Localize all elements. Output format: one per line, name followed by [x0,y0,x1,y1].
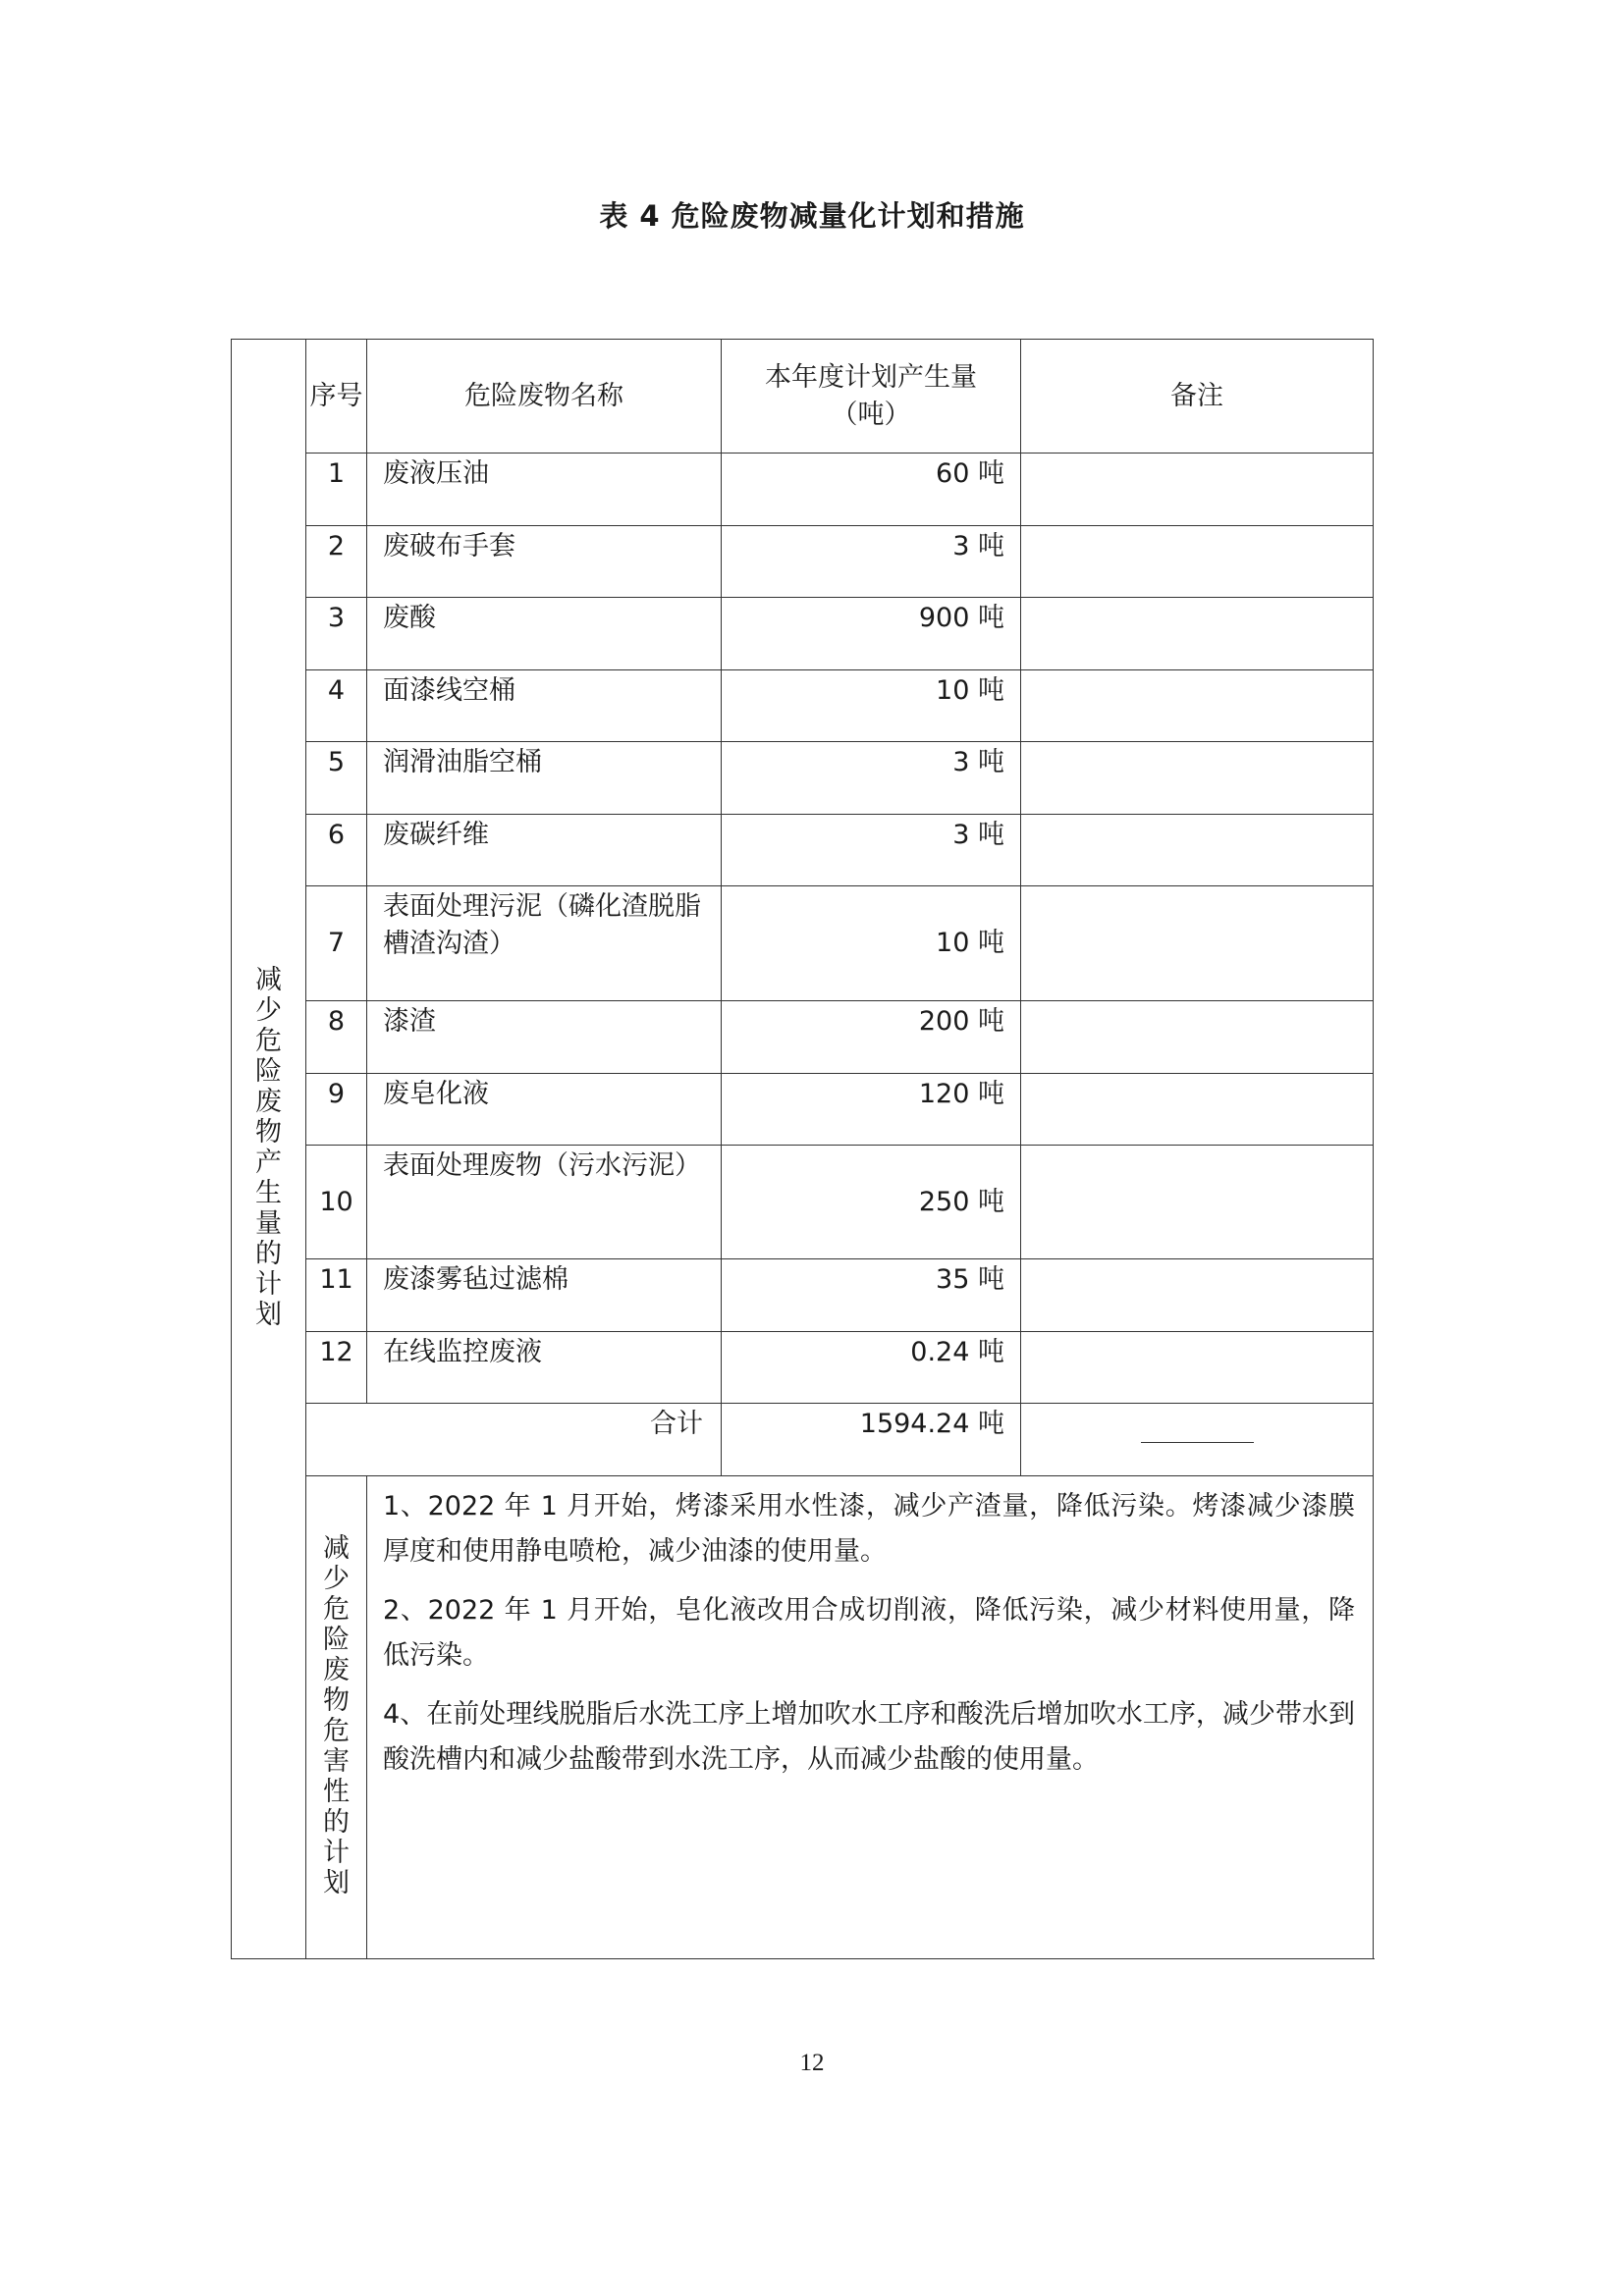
row-seq: 6 [306,815,367,886]
measure-item: 4、在前处理线脱脂后水洗工序上增加吹水工序和酸洗后增加吹水工序，减少带水到酸洗槽内和减少盐酸带到水洗工序，从而减少盐酸的使用量。 [383,1699,1355,1775]
measures-row [232,1476,1374,1959]
row-seq: 3 [306,598,367,670]
row-name: 表面处理污泥（磷化渣脱脂槽渣沟渣） [367,886,722,1001]
row-amount: 10 吨 [722,670,1021,742]
row-name: 废酸 [367,598,722,670]
hazardous-waste-table [231,339,1374,1959]
row-name: 面漆线空桶 [367,670,722,742]
table-row [232,1074,1374,1146]
measure-item: 2、2022 年 1 月开始，皂化液改用合成切削液，降低污染，减少材料使用量，降低污染。 [383,1595,1355,1671]
row-remark [1021,742,1374,815]
section1-label: 减少危险废物产生量的计划 [255,964,282,1330]
row-amount: 35 吨 [722,1259,1021,1332]
row-name: 废皂化液 [367,1074,722,1146]
row-name: 漆渣 [367,1001,722,1074]
total-label: 合计 [306,1404,722,1476]
table-row [232,886,1374,1001]
table-row [232,742,1374,815]
row-amount: 3 吨 [722,815,1021,886]
row-seq: 5 [306,742,367,815]
row-amount: 200 吨 [722,1001,1021,1074]
table-row [232,1146,1374,1259]
row-remark [1021,598,1374,670]
section1-label-cell [232,340,306,1959]
row-remark [1021,1259,1374,1332]
row-remark [1021,526,1374,598]
row-remark [1021,1001,1374,1074]
row-amount: 0.24 吨 [722,1332,1021,1404]
row-amount: 3 吨 [722,742,1021,815]
row-remark [1021,1074,1374,1146]
row-seq: 7 [306,886,367,1001]
total-amount: 1594.24 吨 [722,1404,1021,1476]
row-amount: 250 吨 [722,1146,1021,1259]
row-remark [1021,815,1374,886]
header-name: 危险废物名称 [367,340,722,454]
table-row [232,815,1374,886]
row-seq: 8 [306,1001,367,1074]
row-seq: 10 [306,1146,367,1259]
table-header-row [232,340,1374,454]
section2-label-cell [306,1476,367,1959]
row-seq: 1 [306,454,367,526]
row-remark [1021,886,1374,1001]
row-name: 废漆雾毡过滤棉 [367,1259,722,1332]
row-amount: 60 吨 [722,454,1021,526]
document-title: 表 4 危险废物减量化计划和措施 [599,199,1025,233]
row-name: 表面处理废物（污水污泥） [367,1146,722,1259]
row-name: 废液压油 [367,454,722,526]
row-remark [1021,670,1374,742]
row-name: 润滑油脂空桶 [367,742,722,815]
measure-item: 1、2022 年 1 月开始，烤漆采用水性漆，减少产渣量，降低污染。烤漆减少漆膜厚度和使用静电喷枪，减少油漆的使用量。 [383,1491,1355,1567]
row-amount: 3 吨 [722,526,1021,598]
row-remark [1021,454,1374,526]
row-name: 废破布手套 [367,526,722,598]
table-row [232,598,1374,670]
row-name: 在线监控废液 [367,1332,722,1404]
row-amount: 900 吨 [722,598,1021,670]
table-row [232,454,1374,526]
table-row [232,1001,1374,1074]
section2-label: 减少危险废物危害性的计划 [323,1532,350,1898]
table-row [232,1332,1374,1404]
table-row [232,526,1374,598]
dash-line [1141,1442,1254,1443]
measures-cell [367,1476,1374,1959]
row-seq: 12 [306,1332,367,1404]
table-row [232,1259,1374,1332]
header-seq: 序号 [306,340,367,454]
row-amount: 120 吨 [722,1074,1021,1146]
page-number: 12 [799,2050,825,2076]
row-seq: 4 [306,670,367,742]
row-remark [1021,1332,1374,1404]
row-name: 废碳纤维 [367,815,722,886]
row-seq: 2 [306,526,367,598]
total-remark [1021,1404,1374,1476]
row-seq: 9 [306,1074,367,1146]
table-row [232,670,1374,742]
total-row [232,1404,1374,1476]
row-seq: 11 [306,1259,367,1332]
row-amount: 10 吨 [722,886,1021,1001]
header-remark: 备注 [1021,340,1374,454]
header-amount: 本年度计划产生量（吨） [722,340,1021,454]
row-remark [1021,1146,1374,1259]
